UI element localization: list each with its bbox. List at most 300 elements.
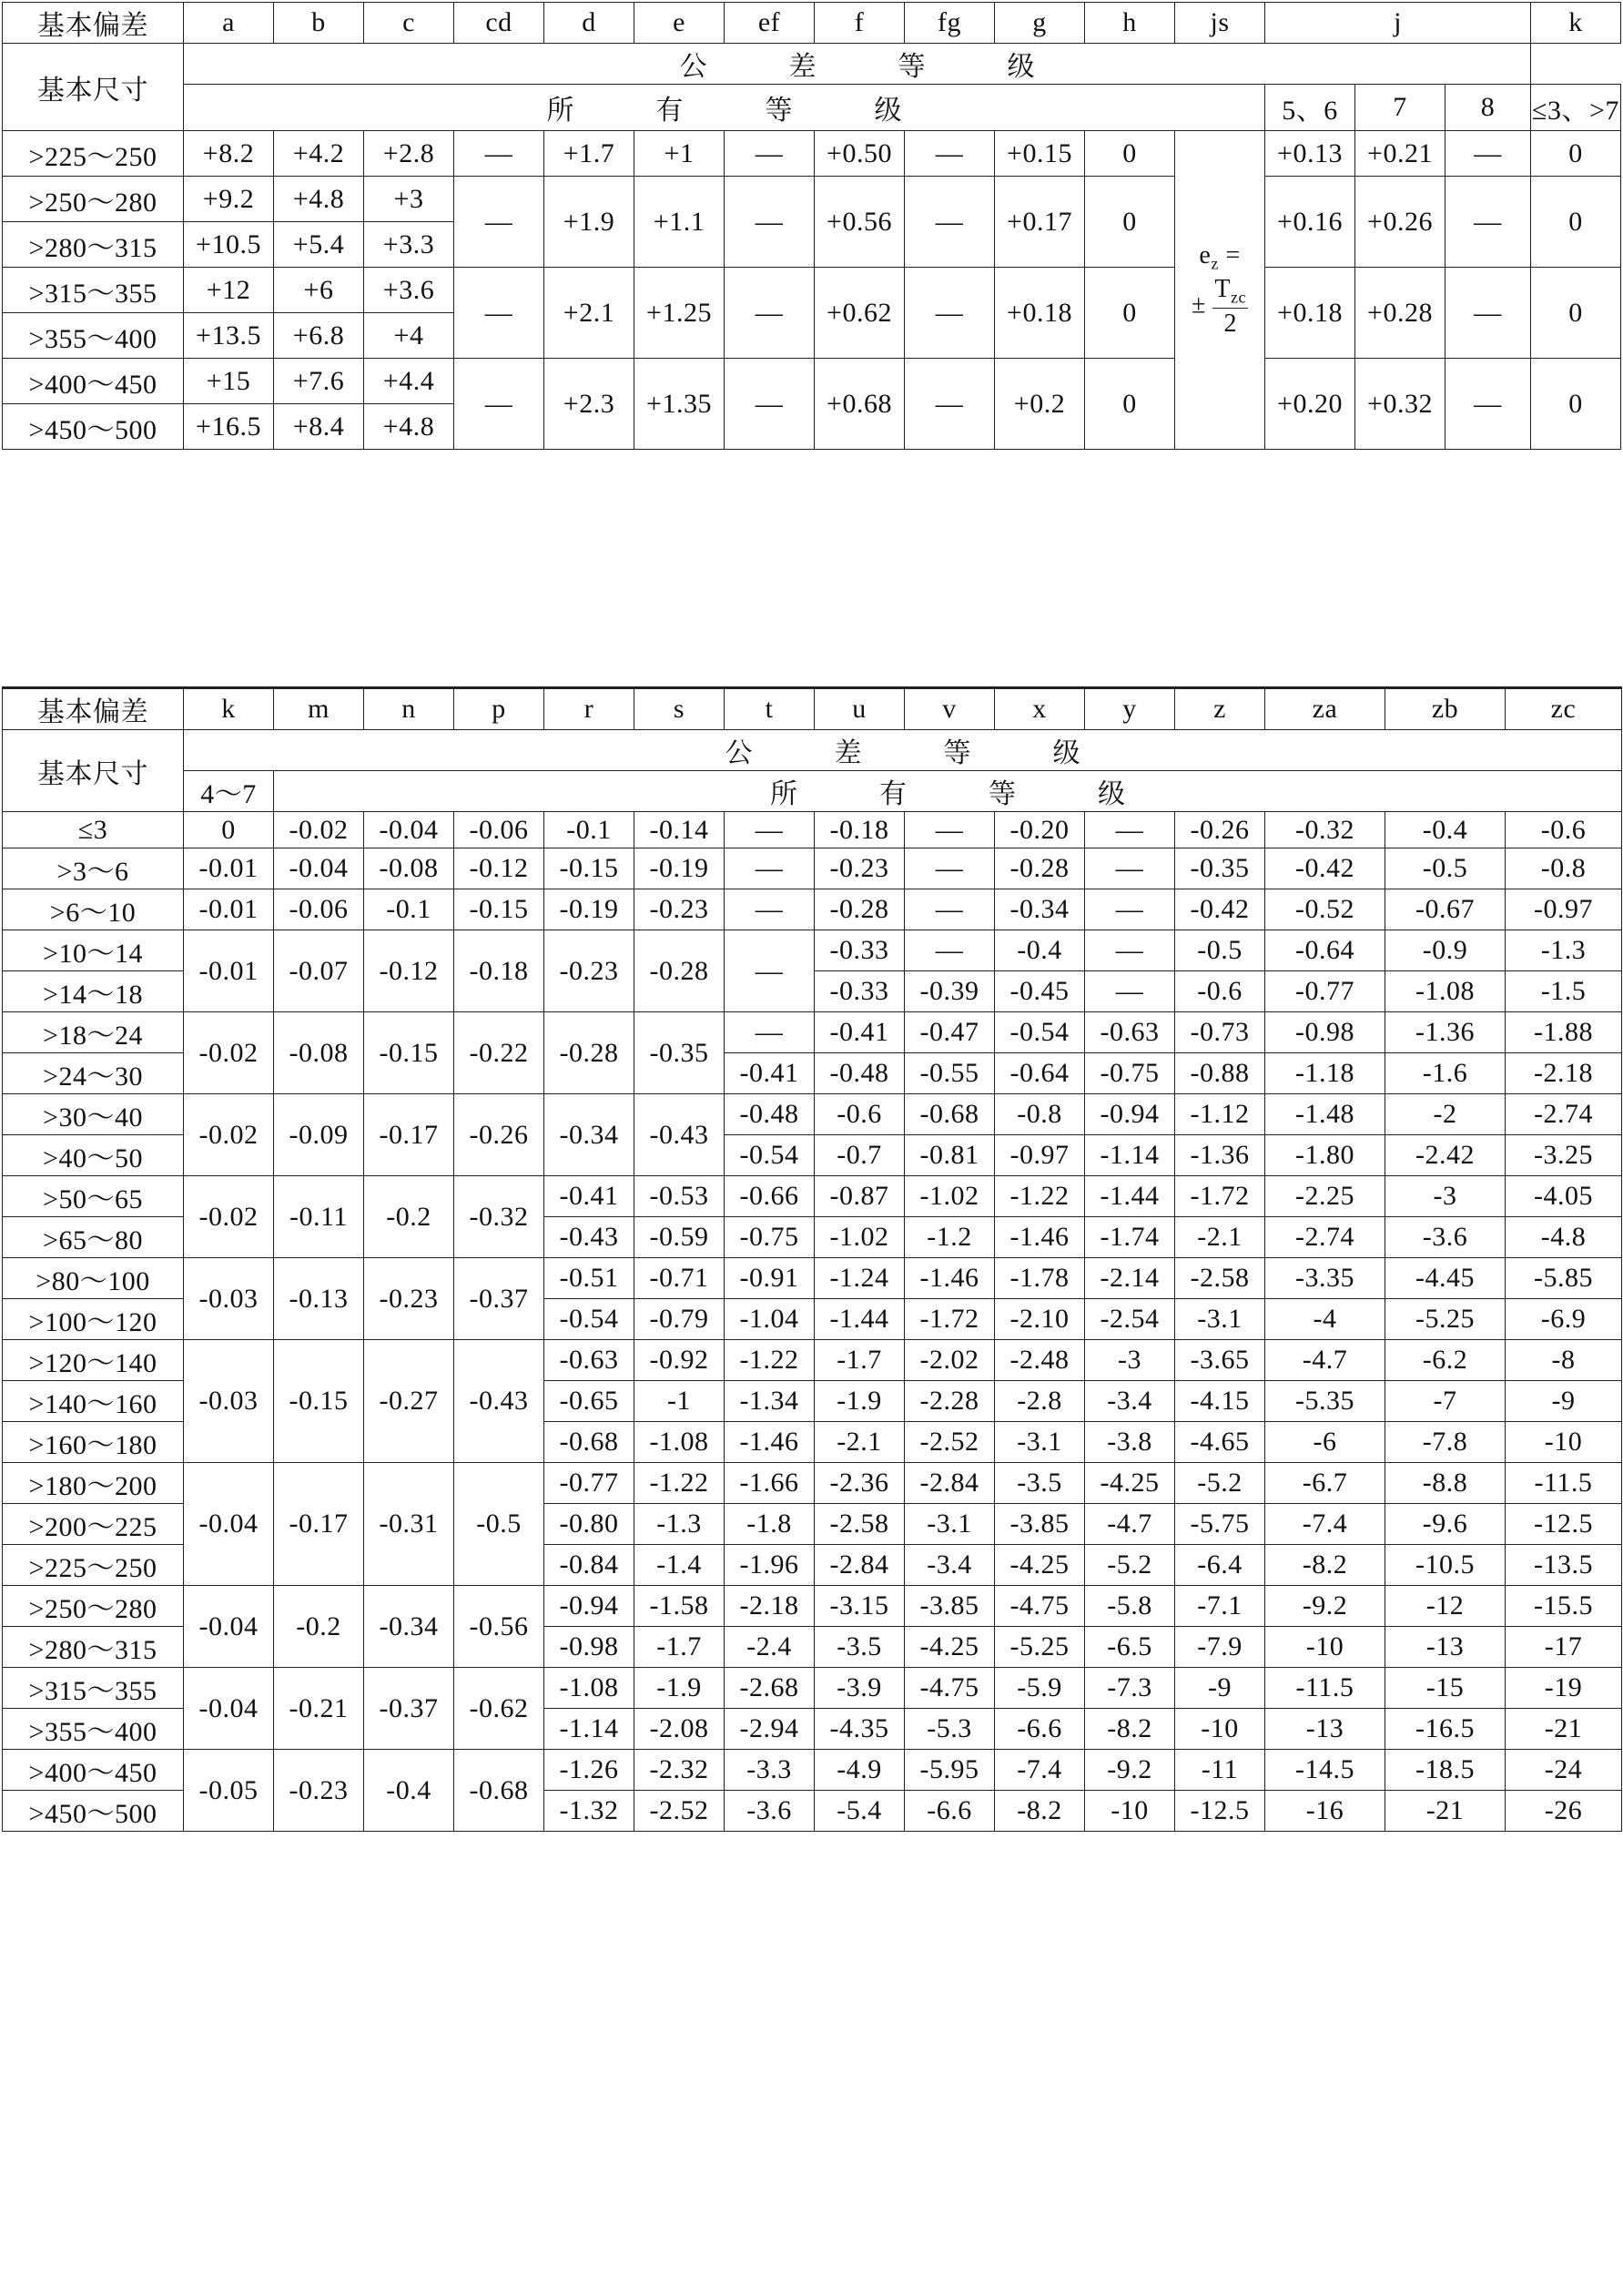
value-cell-s: -1.3 xyxy=(634,1504,725,1545)
column-header-h: h xyxy=(1085,3,1175,44)
value-cell-j56: +0.13 xyxy=(1265,131,1355,177)
value-cell-n: -0.04 xyxy=(364,812,454,848)
value-cell-cd: — xyxy=(454,131,544,177)
column-header-t: t xyxy=(725,688,815,730)
value-cell-zb: -16.5 xyxy=(1385,1709,1506,1750)
value-cell-v: — xyxy=(905,812,995,848)
value-cell-za: -4.7 xyxy=(1265,1340,1385,1381)
value-cell-r: -0.1 xyxy=(544,812,634,848)
size-range-cell: >30～40 xyxy=(3,1094,184,1135)
value-cell-z: -0.26 xyxy=(1175,812,1265,848)
value-cell-z: -0.6 xyxy=(1175,971,1265,1012)
header-char: 公 xyxy=(725,738,753,768)
value-cell-b: +4.8 xyxy=(274,177,364,222)
value-cell-cd: — xyxy=(454,359,544,450)
value-cell-h: 0 xyxy=(1085,268,1175,359)
value-cell-p: -0.56 xyxy=(454,1586,544,1668)
size-range-cell: >10～14 xyxy=(3,930,184,971)
value-cell-r: -0.19 xyxy=(544,889,634,930)
column-header-zb: zb xyxy=(1385,688,1506,730)
tolerance-grade-header xyxy=(184,730,1622,771)
value-cell-x: -5.25 xyxy=(995,1627,1085,1668)
value-cell-r: -0.94 xyxy=(544,1586,634,1627)
value-cell-y: -4.25 xyxy=(1085,1463,1175,1504)
value-cell-n: -0.31 xyxy=(364,1463,454,1586)
value-cell-n: -0.17 xyxy=(364,1094,454,1176)
value-cell-zb: -0.67 xyxy=(1385,889,1506,930)
value-cell-k: -0.04 xyxy=(184,1586,274,1668)
value-cell-m: -0.21 xyxy=(274,1668,364,1750)
value-cell-za: -2.25 xyxy=(1265,1176,1385,1217)
js-lhs: e xyxy=(1199,241,1212,270)
header-char: 差 xyxy=(788,52,817,82)
value-cell-za: -1.18 xyxy=(1265,1053,1385,1094)
value-cell-r: -0.54 xyxy=(544,1299,634,1340)
header-char: 差 xyxy=(834,738,862,768)
value-cell-u: -2.58 xyxy=(815,1504,905,1545)
value-cell-s: -0.59 xyxy=(634,1217,725,1258)
column-header-cd: cd xyxy=(454,3,544,44)
value-cell-e: +1.25 xyxy=(634,268,725,359)
value-cell-m: -0.13 xyxy=(274,1258,364,1340)
header-char: 有 xyxy=(879,779,907,809)
column-header-p: p xyxy=(454,688,544,730)
size-range-cell: >225～250 xyxy=(3,1545,184,1586)
value-cell-y: -10 xyxy=(1085,1791,1175,1832)
value-cell-r: -0.28 xyxy=(544,1012,634,1094)
value-cell-v: -6.6 xyxy=(905,1791,995,1832)
value-cell-k: -0.01 xyxy=(184,848,274,889)
size-range-cell: >280～315 xyxy=(3,1627,184,1668)
value-cell-za: -0.77 xyxy=(1265,971,1385,1012)
value-cell-zc: -1.3 xyxy=(1506,930,1622,971)
value-cell-r: -0.98 xyxy=(544,1627,634,1668)
value-cell-f: +0.50 xyxy=(815,131,905,177)
value-cell-z: -3.65 xyxy=(1175,1340,1265,1381)
value-cell-fg: — xyxy=(905,268,995,359)
value-cell-j7: +0.26 xyxy=(1355,177,1445,268)
value-cell-j56: +0.18 xyxy=(1265,268,1355,359)
basic-size-label: 基本尺寸 xyxy=(3,44,184,131)
value-cell-ef: — xyxy=(725,268,815,359)
value-cell-c: +3.6 xyxy=(364,268,454,313)
value-cell-r: -0.63 xyxy=(544,1340,634,1381)
value-cell-t: — xyxy=(725,1012,815,1053)
basic-deviation-label: 基本偏差 xyxy=(3,688,184,730)
value-cell-t: — xyxy=(725,889,815,930)
value-cell-u: -2.84 xyxy=(815,1545,905,1586)
j-grade-header: 8 xyxy=(1445,85,1531,131)
value-cell-za: -5.35 xyxy=(1265,1381,1385,1422)
value-cell-za: -0.42 xyxy=(1265,848,1385,889)
value-cell-s: -1.08 xyxy=(634,1422,725,1463)
value-cell-a: +8.2 xyxy=(184,131,274,177)
value-cell-u: -0.48 xyxy=(815,1053,905,1094)
value-cell-zc: -4.8 xyxy=(1506,1217,1622,1258)
size-range-cell: >14～18 xyxy=(3,971,184,1012)
value-cell-r: -0.41 xyxy=(544,1176,634,1217)
all-grades-header xyxy=(184,85,1265,131)
size-range-cell: >50～65 xyxy=(3,1176,184,1217)
column-header-k: k xyxy=(1531,3,1621,44)
value-cell-zb: -3.6 xyxy=(1385,1217,1506,1258)
value-cell-v: -0.47 xyxy=(905,1012,995,1053)
js-pm: ± xyxy=(1192,290,1206,320)
value-cell-r: -0.43 xyxy=(544,1217,634,1258)
value-cell-s: -0.28 xyxy=(634,930,725,1012)
value-cell-t: -0.75 xyxy=(725,1217,815,1258)
value-cell-t: -0.48 xyxy=(725,1094,815,1135)
value-cell-s: -0.23 xyxy=(634,889,725,930)
value-cell-zc: -17 xyxy=(1506,1627,1622,1668)
value-cell-t: -1.46 xyxy=(725,1422,815,1463)
value-cell-t: -1.34 xyxy=(725,1381,815,1422)
value-cell-y: — xyxy=(1085,848,1175,889)
value-cell-m: -0.2 xyxy=(274,1586,364,1668)
all-grades-header xyxy=(274,771,1622,812)
value-cell-za: -0.98 xyxy=(1265,1012,1385,1053)
value-cell-k: -0.02 xyxy=(184,1176,274,1258)
value-cell-c: +2.8 xyxy=(364,131,454,177)
value-cell-fg: — xyxy=(905,177,995,268)
value-cell-m: -0.02 xyxy=(274,812,364,848)
value-cell-a: +15 xyxy=(184,359,274,404)
value-cell-r: -0.34 xyxy=(544,1094,634,1176)
deviation-table-lower xyxy=(2,686,1622,1832)
value-cell-y: — xyxy=(1085,889,1175,930)
value-cell-u: -0.33 xyxy=(815,971,905,1012)
value-cell-zc: -19 xyxy=(1506,1668,1622,1709)
value-cell-u: -1.24 xyxy=(815,1258,905,1299)
value-cell-p: -0.32 xyxy=(454,1176,544,1258)
value-cell-zb: -8.8 xyxy=(1385,1463,1506,1504)
value-cell-v: — xyxy=(905,889,995,930)
value-cell-p: -0.15 xyxy=(454,889,544,930)
value-cell-f: +0.68 xyxy=(815,359,905,450)
header-char: 公 xyxy=(679,52,707,82)
value-cell-t: -1.22 xyxy=(725,1340,815,1381)
value-cell-z: -0.5 xyxy=(1175,930,1265,971)
value-cell-z: -10 xyxy=(1175,1709,1265,1750)
value-cell-c: +3 xyxy=(364,177,454,222)
value-cell-y: -0.75 xyxy=(1085,1053,1175,1094)
value-cell-s: -1.9 xyxy=(634,1668,725,1709)
value-cell-ef: — xyxy=(725,359,815,450)
value-cell-r: -1.32 xyxy=(544,1791,634,1832)
value-cell-t: -0.54 xyxy=(725,1135,815,1176)
size-range-cell: >120～140 xyxy=(3,1340,184,1381)
value-cell-y: -7.3 xyxy=(1085,1668,1175,1709)
value-cell-y: -5.2 xyxy=(1085,1545,1175,1586)
value-cell-b: +5.4 xyxy=(274,222,364,268)
value-cell-m: -0.09 xyxy=(274,1094,364,1176)
value-cell-fg: — xyxy=(905,359,995,450)
value-cell-x: -0.4 xyxy=(995,930,1085,971)
value-cell-e: +1 xyxy=(634,131,725,177)
value-cell-g: +0.17 xyxy=(995,177,1085,268)
size-range-cell: >40～50 xyxy=(3,1135,184,1176)
value-cell-k: 0 xyxy=(1531,268,1621,359)
value-cell-u: -3.9 xyxy=(815,1668,905,1709)
value-cell-zc: -2.74 xyxy=(1506,1094,1622,1135)
value-cell-y: -3.4 xyxy=(1085,1381,1175,1422)
column-header-y: y xyxy=(1085,688,1175,730)
value-cell-z: -5.2 xyxy=(1175,1463,1265,1504)
value-cell-b: +8.4 xyxy=(274,404,364,450)
value-cell-u: -0.7 xyxy=(815,1135,905,1176)
value-cell-p: -0.12 xyxy=(454,848,544,889)
value-cell-z: -1.36 xyxy=(1175,1135,1265,1176)
value-cell-zb: -15 xyxy=(1385,1668,1506,1709)
value-cell-r: -1.14 xyxy=(544,1709,634,1750)
value-cell-y: — xyxy=(1085,971,1175,1012)
value-cell-za: -3.35 xyxy=(1265,1258,1385,1299)
value-cell-m: -0.17 xyxy=(274,1463,364,1586)
value-cell-t: -1.04 xyxy=(725,1299,815,1340)
value-cell-b: +6 xyxy=(274,268,364,313)
value-cell-n: -0.27 xyxy=(364,1340,454,1463)
value-cell-ef: — xyxy=(725,177,815,268)
value-cell-p: -0.68 xyxy=(454,1750,544,1832)
value-cell-b: +4.2 xyxy=(274,131,364,177)
value-cell-u: -0.33 xyxy=(815,930,905,971)
header-char: 等 xyxy=(765,96,793,126)
value-cell-v: -5.95 xyxy=(905,1750,995,1791)
value-cell-za: -10 xyxy=(1265,1627,1385,1668)
value-cell-v: -3.85 xyxy=(905,1586,995,1627)
size-range-cell: >280～315 xyxy=(3,222,184,268)
value-cell-t: -0.91 xyxy=(725,1258,815,1299)
value-cell-zc: -2.18 xyxy=(1506,1053,1622,1094)
value-cell-zb: -10.5 xyxy=(1385,1545,1506,1586)
value-cell-x: -3.5 xyxy=(995,1463,1085,1504)
value-cell-y: — xyxy=(1085,812,1175,848)
value-cell-z: -9 xyxy=(1175,1668,1265,1709)
value-cell-k: -0.03 xyxy=(184,1258,274,1340)
value-cell-k: -0.04 xyxy=(184,1668,274,1750)
basic-size-label: 基本尺寸 xyxy=(3,730,184,812)
value-cell-za: -7.4 xyxy=(1265,1504,1385,1545)
value-cell-y: -5.8 xyxy=(1085,1586,1175,1627)
value-cell-s: -1.4 xyxy=(634,1545,725,1586)
value-cell-t: -2.18 xyxy=(725,1586,815,1627)
column-header-js: js xyxy=(1175,3,1265,44)
value-cell-y: -2.14 xyxy=(1085,1258,1175,1299)
header-char: 所 xyxy=(770,779,797,809)
value-cell-n: -0.1 xyxy=(364,889,454,930)
value-cell-k: 0 xyxy=(1531,177,1621,268)
value-cell-m: -0.06 xyxy=(274,889,364,930)
value-cell-x: -1.78 xyxy=(995,1258,1085,1299)
value-cell-zc: -26 xyxy=(1506,1791,1622,1832)
value-cell-v: -1.46 xyxy=(905,1258,995,1299)
column-header-x: x xyxy=(995,688,1085,730)
value-cell-zb: -1.08 xyxy=(1385,971,1506,1012)
value-cell-zc: -15.5 xyxy=(1506,1586,1622,1627)
value-cell-c: +4.4 xyxy=(364,359,454,404)
value-cell-r: -0.68 xyxy=(544,1422,634,1463)
value-cell-j8: — xyxy=(1445,359,1531,450)
column-header-fg: fg xyxy=(905,3,995,44)
value-cell-d: +1.9 xyxy=(544,177,634,268)
j-grade-header: 5、6 xyxy=(1265,85,1355,131)
value-cell-cd: — xyxy=(454,268,544,359)
value-cell-s: -1 xyxy=(634,1381,725,1422)
value-cell-k: -0.04 xyxy=(184,1463,274,1586)
value-cell-s: -0.79 xyxy=(634,1299,725,1340)
value-cell-zb: -2.42 xyxy=(1385,1135,1506,1176)
value-cell-y: — xyxy=(1085,930,1175,971)
value-cell-zb: -2 xyxy=(1385,1094,1506,1135)
size-range-cell: >450～500 xyxy=(3,1791,184,1832)
value-cell-t: -2.4 xyxy=(725,1627,815,1668)
value-cell-d: +1.7 xyxy=(544,131,634,177)
value-cell-m: -0.07 xyxy=(274,930,364,1012)
value-cell-z: -11 xyxy=(1175,1750,1265,1791)
value-cell-s: -0.35 xyxy=(634,1012,725,1094)
value-cell-za: -0.64 xyxy=(1265,930,1385,971)
value-cell-a: +12 xyxy=(184,268,274,313)
value-cell-zb: -5.25 xyxy=(1385,1299,1506,1340)
value-cell-n: -0.12 xyxy=(364,930,454,1012)
value-cell-v: -1.02 xyxy=(905,1176,995,1217)
value-cell-a: +10.5 xyxy=(184,222,274,268)
value-cell-z: -7.1 xyxy=(1175,1586,1265,1627)
value-cell-v: -1.2 xyxy=(905,1217,995,1258)
size-range-cell: >250～280 xyxy=(3,1586,184,1627)
value-cell-z: -5.75 xyxy=(1175,1504,1265,1545)
value-cell-zc: -1.88 xyxy=(1506,1012,1622,1053)
value-cell-u: -4.35 xyxy=(815,1709,905,1750)
value-cell-y: -3.8 xyxy=(1085,1422,1175,1463)
value-cell-r: -0.84 xyxy=(544,1545,634,1586)
k-grade-header: ≤3、>7 xyxy=(1531,85,1621,131)
value-cell-za: -14.5 xyxy=(1265,1750,1385,1791)
size-range-cell: >100～120 xyxy=(3,1299,184,1340)
size-range-cell: >18～24 xyxy=(3,1012,184,1053)
value-cell-r: -0.65 xyxy=(544,1381,634,1422)
value-cell-x: -2.8 xyxy=(995,1381,1085,1422)
value-cell-z: -0.42 xyxy=(1175,889,1265,930)
value-cell-p: -0.37 xyxy=(454,1258,544,1340)
value-cell-x: -0.54 xyxy=(995,1012,1085,1053)
value-cell-c: +3.3 xyxy=(364,222,454,268)
value-cell-zc: -0.8 xyxy=(1506,848,1622,889)
size-range-cell: >180～200 xyxy=(3,1463,184,1504)
value-cell-x: -0.45 xyxy=(995,971,1085,1012)
value-cell-za: -9.2 xyxy=(1265,1586,1385,1627)
tolerance-grade-header xyxy=(184,44,1531,85)
size-range-cell: >200～225 xyxy=(3,1504,184,1545)
column-header-e: e xyxy=(634,3,725,44)
value-cell-zc: -4.05 xyxy=(1506,1176,1622,1217)
value-cell-v: -0.68 xyxy=(905,1094,995,1135)
value-cell-za: -0.32 xyxy=(1265,812,1385,848)
value-cell-c: +4.8 xyxy=(364,404,454,450)
value-cell-x: -0.97 xyxy=(995,1135,1085,1176)
value-cell-p: -0.22 xyxy=(454,1012,544,1094)
value-cell-zb: -6.2 xyxy=(1385,1340,1506,1381)
value-cell-v: -4.75 xyxy=(905,1668,995,1709)
size-range-cell: >140～160 xyxy=(3,1381,184,1422)
value-cell-z: -0.35 xyxy=(1175,848,1265,889)
value-cell-x: -4.25 xyxy=(995,1545,1085,1586)
value-cell-zc: -9 xyxy=(1506,1381,1622,1422)
value-cell-u: -0.41 xyxy=(815,1012,905,1053)
value-cell-s: -0.53 xyxy=(634,1176,725,1217)
header-char: 等 xyxy=(898,52,926,82)
value-cell-x: -3.85 xyxy=(995,1504,1085,1545)
value-cell-s: -2.52 xyxy=(634,1791,725,1832)
value-cell-za: -2.74 xyxy=(1265,1217,1385,1258)
value-cell-x: -4.75 xyxy=(995,1586,1085,1627)
value-cell-za: -1.48 xyxy=(1265,1094,1385,1135)
value-cell-za: -4 xyxy=(1265,1299,1385,1340)
header-char: 级 xyxy=(1098,779,1125,809)
value-cell-u: -2.1 xyxy=(815,1422,905,1463)
value-cell-zc: -1.5 xyxy=(1506,971,1622,1012)
js-formula-cell xyxy=(1175,131,1265,450)
value-cell-s: -0.43 xyxy=(634,1094,725,1176)
header-char: 所 xyxy=(546,96,574,126)
value-cell-j8: — xyxy=(1445,131,1531,177)
value-cell-u: -1.7 xyxy=(815,1340,905,1381)
value-cell-k: -0.05 xyxy=(184,1750,274,1832)
value-cell-j56: +0.16 xyxy=(1265,177,1355,268)
value-cell-zc: -13.5 xyxy=(1506,1545,1622,1586)
value-cell-h: 0 xyxy=(1085,131,1175,177)
value-cell-zb: -21 xyxy=(1385,1791,1506,1832)
value-cell-zc: -21 xyxy=(1506,1709,1622,1750)
value-cell-x: -0.8 xyxy=(995,1094,1085,1135)
value-cell-v: -5.3 xyxy=(905,1709,995,1750)
column-header-s: s xyxy=(634,688,725,730)
value-cell-v: -4.25 xyxy=(905,1627,995,1668)
value-cell-x: -3.1 xyxy=(995,1422,1085,1463)
value-cell-p: -0.62 xyxy=(454,1668,544,1750)
value-cell-a: +9.2 xyxy=(184,177,274,222)
value-cell-u: -0.6 xyxy=(815,1094,905,1135)
value-cell-x: -1.22 xyxy=(995,1176,1085,1217)
value-cell-g: +0.15 xyxy=(995,131,1085,177)
value-cell-za: -0.52 xyxy=(1265,889,1385,930)
value-cell-za: -8.2 xyxy=(1265,1545,1385,1586)
value-cell-s: -0.14 xyxy=(634,812,725,848)
value-cell-j8: — xyxy=(1445,268,1531,359)
js-lhs-sub: z xyxy=(1211,254,1219,273)
value-cell-v: -0.81 xyxy=(905,1135,995,1176)
value-cell-cd: — xyxy=(454,177,544,268)
value-cell-zb: -3 xyxy=(1385,1176,1506,1217)
value-cell-r: -0.51 xyxy=(544,1258,634,1299)
value-cell-z: -4.65 xyxy=(1175,1422,1265,1463)
value-cell-u: -3.15 xyxy=(815,1586,905,1627)
value-cell-p: -0.26 xyxy=(454,1094,544,1176)
value-cell-zc: -24 xyxy=(1506,1750,1622,1791)
value-cell-h: 0 xyxy=(1085,177,1175,268)
value-cell-z: -6.4 xyxy=(1175,1545,1265,1586)
value-cell-u: -0.87 xyxy=(815,1176,905,1217)
value-cell-s: -0.19 xyxy=(634,848,725,889)
value-cell-zb: -7 xyxy=(1385,1381,1506,1422)
value-cell-r: -0.77 xyxy=(544,1463,634,1504)
value-cell-r: -1.26 xyxy=(544,1750,634,1791)
value-cell-j56: +0.20 xyxy=(1265,359,1355,450)
value-cell-t: — xyxy=(725,812,815,848)
js-eq: = xyxy=(1225,241,1241,270)
value-cell-zc: -3.25 xyxy=(1506,1135,1622,1176)
value-cell-y: -1.44 xyxy=(1085,1176,1175,1217)
